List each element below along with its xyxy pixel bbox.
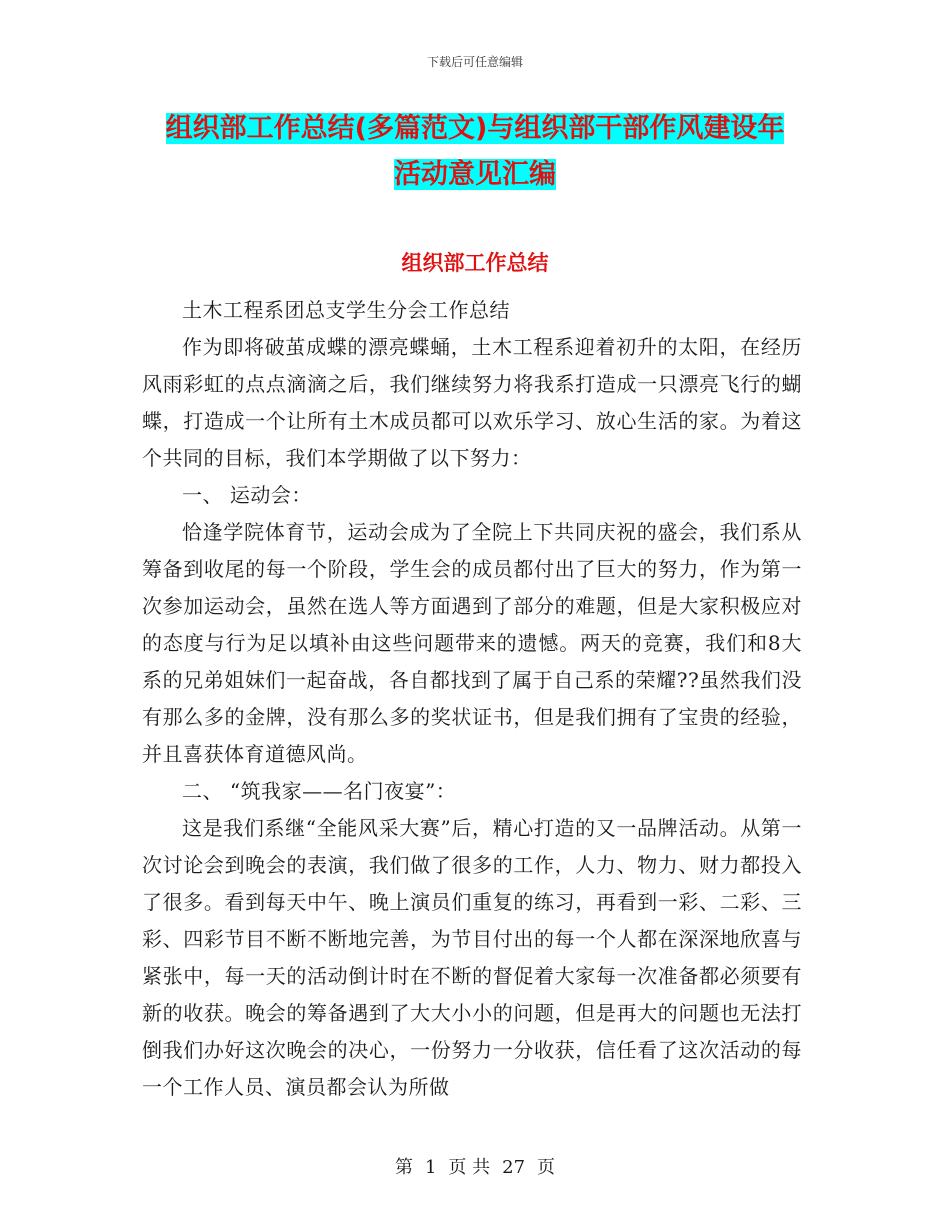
section-title: 组织部工作总结 (401, 251, 549, 275)
paragraph-heading-2: 二、 “筑我家——名门夜宴”： (182, 779, 457, 803)
paragraph-subtitle: 土木工程系团总支学生分会工作总结 (182, 298, 510, 322)
document-body (142, 292, 802, 1106)
page-label-suffix: 页 (537, 1157, 556, 1178)
page-label-mid: 页 共 (448, 1157, 491, 1178)
page-footer (0, 1153, 950, 1179)
title-line-1: 组织部工作总结(多篇范文)与组织部干部作风建设年 (165, 113, 785, 144)
paragraph: 恰逢学院体育节，运动会成为了全院上下共同庆祝的盛会，我们系从筹备到收尾的每一个阶段，学生会的成员都付出了巨大的努力，作为第一次参加运动会，虽然在选人等方面遇到了部分的难题，但是大家积极应对的态度与行为足以填补由这些问题带来的遗憾。两天的竞赛，我们和8大系的兄弟姐妹们一起奋战，各自都找到了属于自己系的荣耀??虽然我们没有那么多的金牌，没有那么多的奖状证书，但是我们拥有了宝贵的经验，并且喜获体育道德风尚。 (142, 520, 802, 766)
paragraph: 作为即将破茧成蝶的漂亮蝶蛹，土木工程系迎着初升的太阳，在经历风雨彩虹的点点滴滴之后，我们继续努力将我系打造成一只漂亮飞行的蝴蝶，打造成一个让所有土木成员都可以欢乐学习、放心生活的家。为着这个共同的目标，我们本学期做了以下努力： (142, 335, 802, 470)
paragraph-heading-1: 一、 运动会： (182, 483, 312, 507)
document-title (140, 106, 810, 198)
title-line-2: 活动意见汇编 (394, 159, 556, 190)
page-number: 1 (424, 1157, 437, 1178)
total-pages: 27 (502, 1157, 526, 1178)
paragraph: 这是我们系继“全能风采大赛”后，精心打造的又一品牌活动。从第一次讨论会到晚会的表演，我们做了很多的工作，人力、物力、财力都投入了很多。看到每天中午、晚上演员们重复的练习，再看到一彩、二彩、三彩、四彩节目不断不断地完善，为节目付出的每一个人都在深深地欣喜与紧张中，每一天的活动倒计时在不断的督促着大家每一次准备都必须要有新的收获。晚会的筹备遇到了大大小小的问题，但是再大的问题也无法打倒我们办好这次晚会的决心，一份努力一分收获，信任看了这次活动的每一个工作人员、演员都会认为所做 (142, 816, 802, 1099)
header-note: 下载后可任意编辑 (426, 55, 523, 69)
page-label-prefix: 第 (394, 1157, 413, 1178)
